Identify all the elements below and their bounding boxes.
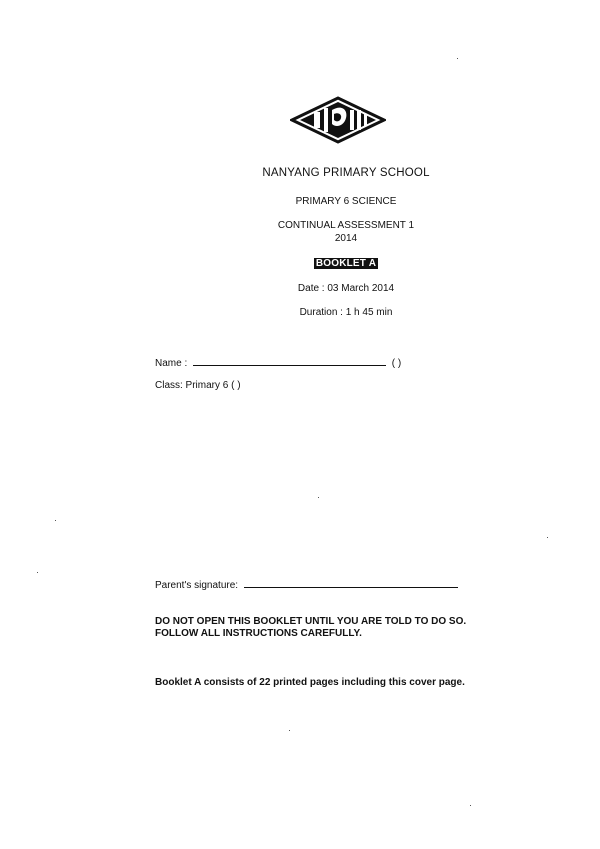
school-name: NANYANG PRIMARY SCHOOL <box>262 167 430 179</box>
exam-date: Date : 03 March 2014 <box>297 283 395 294</box>
scan-speck <box>470 805 471 806</box>
instruction-line-2: FOLLOW ALL INSTRUCTIONS CAREFULLY. <box>155 628 362 639</box>
name-row <box>155 355 401 369</box>
exam-duration: Duration : 1 h 45 min <box>299 307 393 318</box>
class-label: Class: Primary 6 ( ) <box>155 380 241 391</box>
booklet-label: BOOKLET A <box>315 258 377 269</box>
scan-speck <box>457 58 458 59</box>
scan-speck <box>55 520 56 521</box>
scan-speck <box>289 730 290 731</box>
assessment-year: 2014 <box>334 233 358 244</box>
page-count-note: Booklet A consists of 22 printed pages including this cover page. <box>155 677 465 688</box>
instruction-line-1: DO NOT OPEN THIS BOOKLET UNTIL YOU ARE TOLD TO DO SO. <box>155 616 467 627</box>
signature-row <box>155 577 458 591</box>
name-label: Name : <box>155 358 188 369</box>
booklet-label-wrap <box>0 258 600 269</box>
name-blank <box>193 355 386 366</box>
scan-speck <box>547 537 548 538</box>
scan-speck <box>318 497 319 498</box>
register-number-paren: ( ) <box>391 358 402 369</box>
subject-title: PRIMARY 6 SCIENCE <box>295 196 397 207</box>
assessment-title: CONTINUAL ASSESSMENT 1 <box>277 220 415 231</box>
school-logo <box>290 96 386 144</box>
signature-label: Parent's signature: <box>155 580 239 591</box>
scan-speck <box>37 572 38 573</box>
signature-blank <box>244 577 458 588</box>
